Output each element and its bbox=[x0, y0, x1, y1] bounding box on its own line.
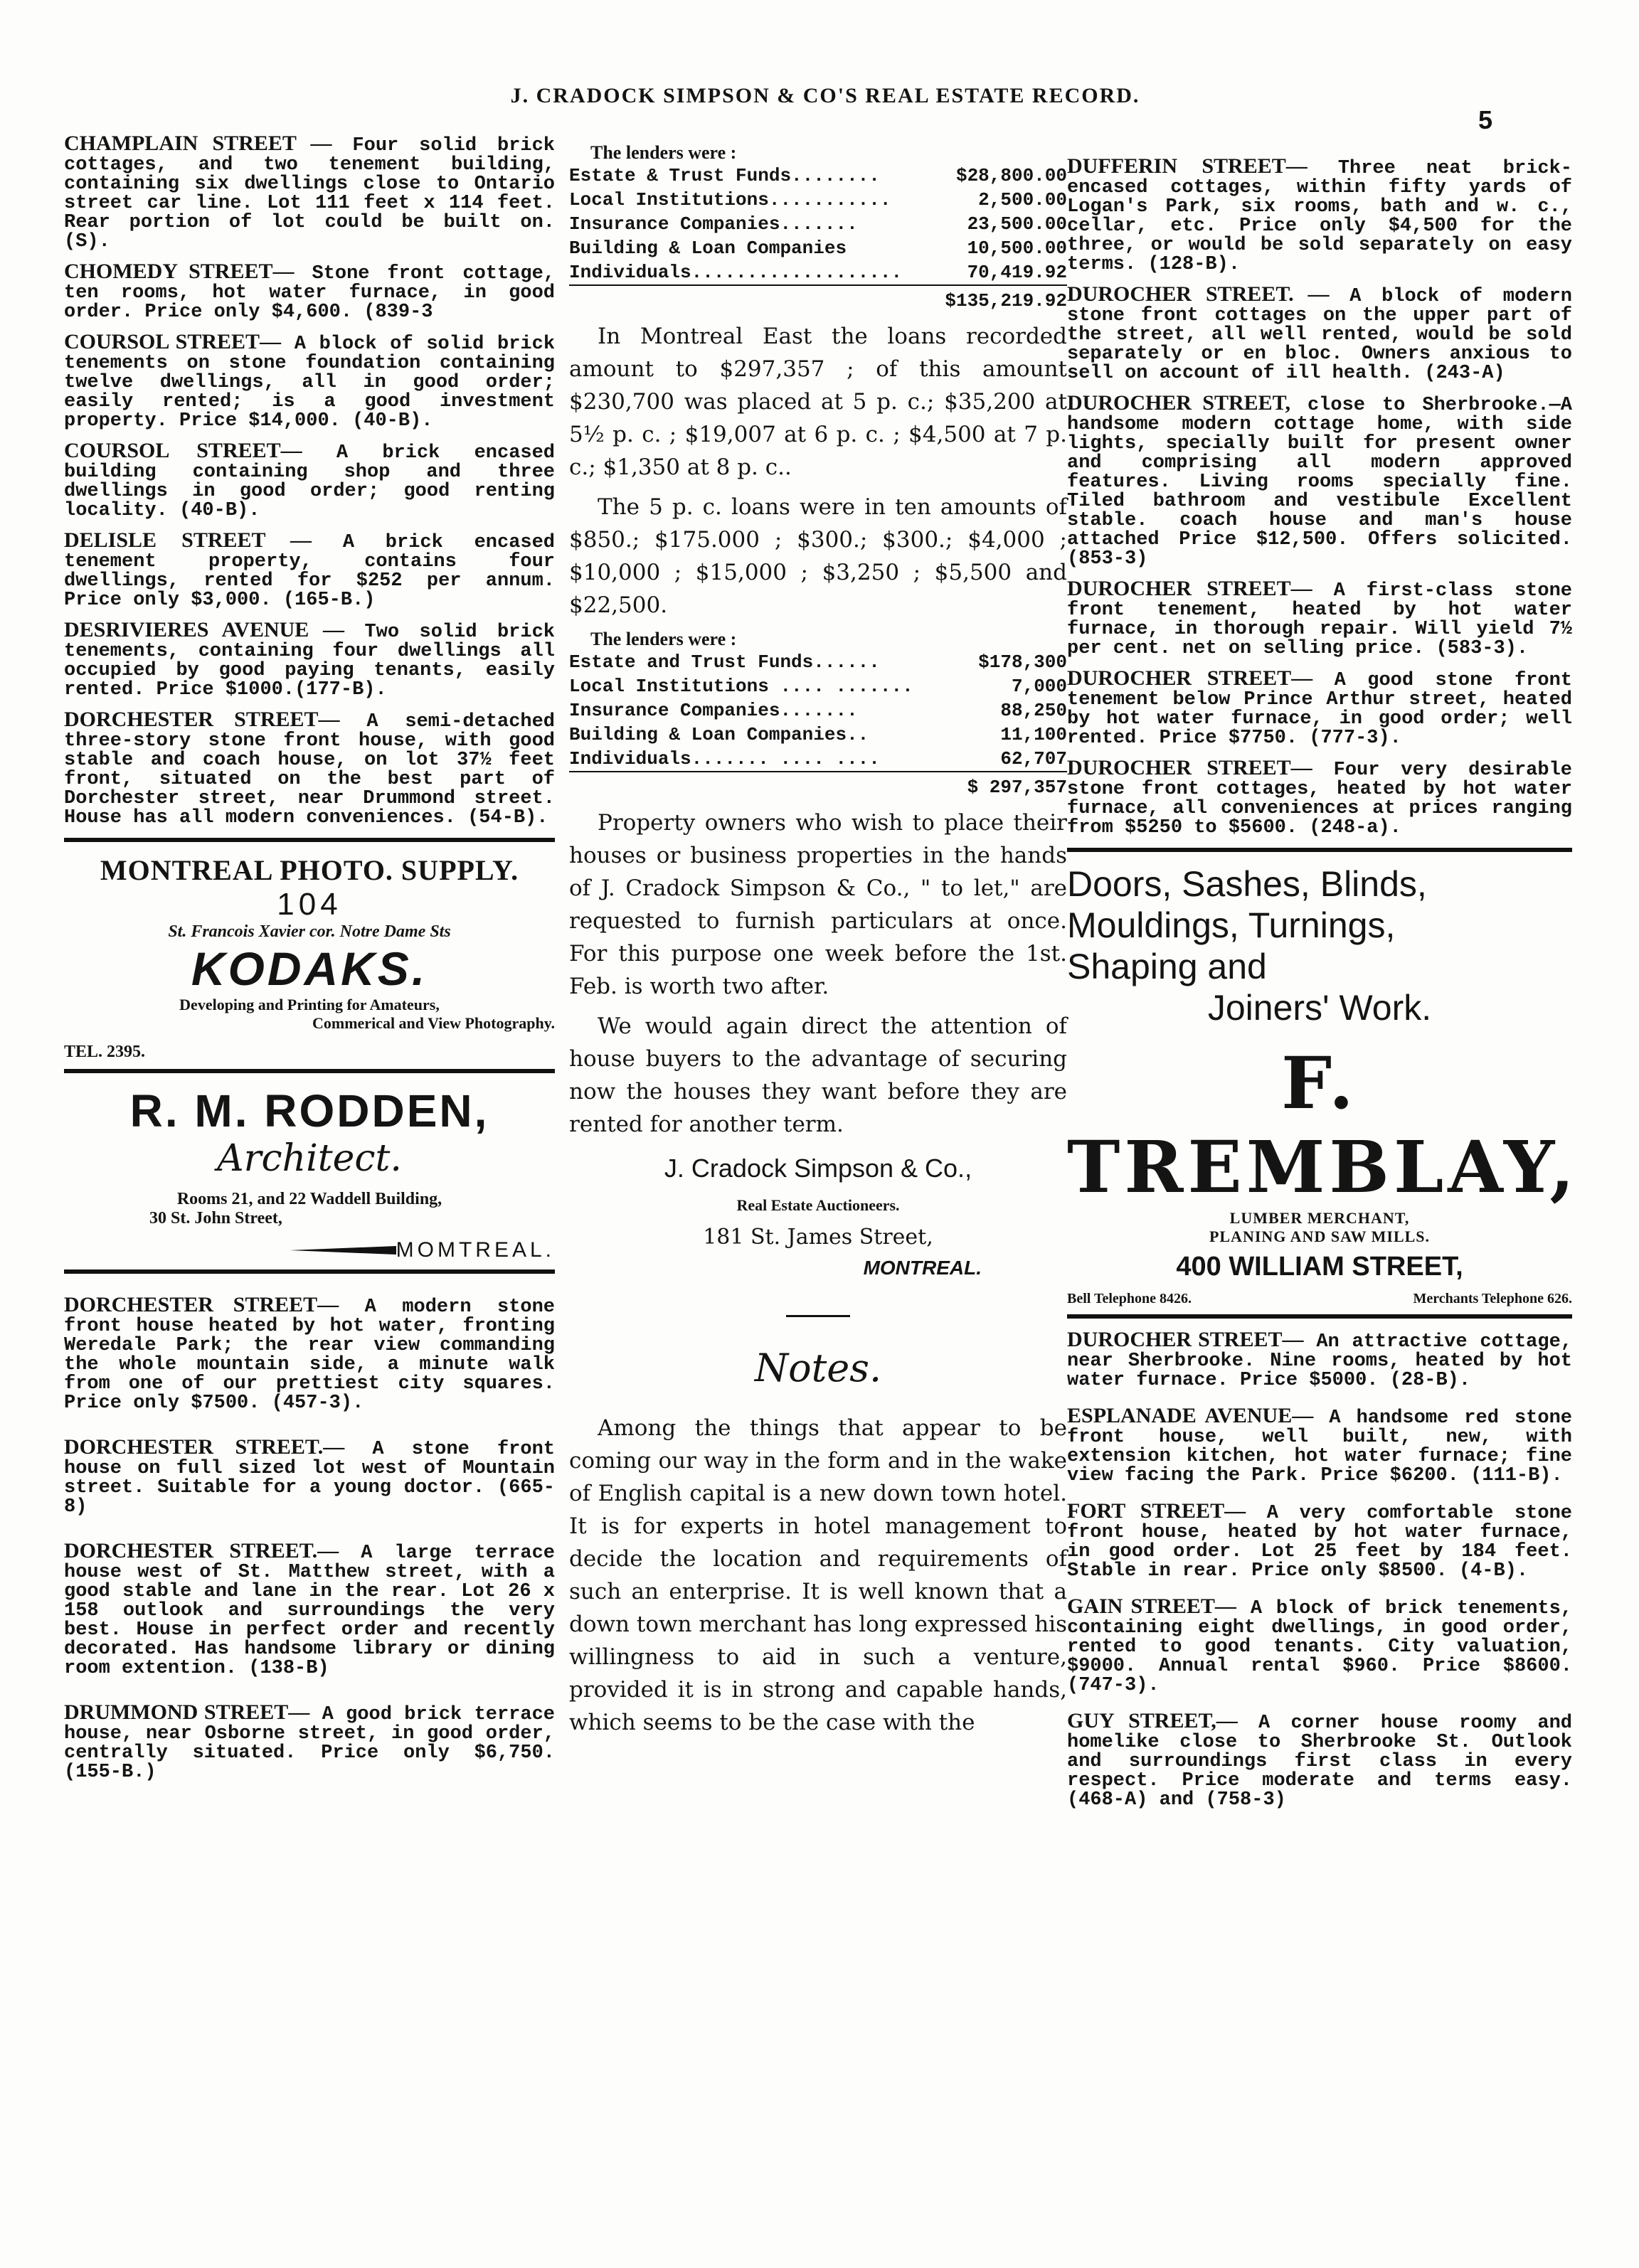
bell-telephone: Bell Telephone 8426. bbox=[1067, 1291, 1192, 1306]
listing-item: DELISLE STREET — A brick encased tenement property, contains four dwellings, rented for $252 per annum. Price only $3,000. (165-B.) bbox=[64, 528, 555, 611]
paragraph: The 5 p. c. loans were in ten amounts of $850.; $175.000 ; $300.; $300.; $4,000 ; $10,000 ; $15,000 ; $3,250 ; $5,500 and $22,500. bbox=[569, 494, 1067, 618]
table-row: Estate & Trust Funds........ $28,800.00 bbox=[569, 165, 1067, 186]
divider-rule bbox=[1067, 1314, 1572, 1319]
ad-line: Commerical and View Photography. bbox=[312, 1014, 555, 1032]
merchant-telephones bbox=[1067, 1291, 1572, 1307]
listing-item: DUROCHER STREET, close to Sherbrooke.—A handsome modern cottage home, with side lights, specially built for present owner and comprising all modern approved features. Living rooms specially fine. Tiled bathroom and vestibule Excellent stable. coach house and man's house attached Price $12,500. Offers solicited. (853-3) bbox=[1067, 391, 1573, 570]
column-right bbox=[1067, 154, 1579, 1820]
ad-line: Joiners' Work. bbox=[1207, 988, 1432, 1028]
listing-item: CHOMEDY STREET— Stone front cottage, ten rooms, hot water furnace, in good order. Price only $4,600. (839-3 bbox=[64, 260, 556, 323]
listing-item: DORCHESTER STREET.— A stone front house on full sized lot west of Mountain street. Suitable for a young doctor. (665-8) bbox=[64, 1435, 555, 1518]
lenders-table-heading: The lenders were : bbox=[590, 629, 737, 649]
divider-rule bbox=[64, 838, 555, 842]
architect-title: Architect. bbox=[217, 1137, 402, 1180]
lenders-table bbox=[569, 164, 1067, 313]
paragraph: Property owners who wish to place their houses or business properties in the hands of J. Cradock Simpson & Co., " to let," are requested to furnish particulars at once. For this purpose one week before the 1st. Feb. is worth two after. bbox=[569, 810, 1067, 999]
listings-group bbox=[1067, 156, 1572, 838]
listings-group bbox=[64, 134, 555, 828]
listing-item: ESPLANADE AVENUE— A handsome red stone front house, well built, new, with extension kitchen, hot water furnace; fine view facing the Park. Price $6200. (111-B). bbox=[1067, 1404, 1572, 1486]
table-row: Building & Loan Companies.. 11,100 bbox=[569, 724, 1067, 745]
signature-role: Real Estate Auctioneers. bbox=[736, 1196, 900, 1214]
column-middle bbox=[569, 142, 1067, 1746]
architect-name: R. M. RODDEN, bbox=[129, 1085, 489, 1136]
page-number: 5 bbox=[1478, 105, 1493, 134]
paragraph: We would again direct the attention of house buyers to the advantage of securing now the houses they want before they are rented for another term. bbox=[569, 1013, 1067, 1137]
listing-item: DUROCHER STREET— A first-class stone front tenement, heated by hot water furnace, in thorough repair. Will yield 7½ per cent. net on selling price. (583-3). bbox=[1067, 577, 1572, 659]
merchant-name: F. TREMBLAY, bbox=[1067, 1041, 1579, 1209]
table-row: Local Institutions........... 2,500.00 bbox=[569, 189, 1067, 211]
paragraph: In Montreal East the loans recorded amount to $297,357 ; of this amount $230,700 was placed at 5 p. c.; $35,200 at 5½ p. c. ; $19,007 at 6 p. c. ; $4,500 at 7 p. c.; $1,350 at 8 p. c.. bbox=[569, 324, 1067, 480]
table-row: Insurance Companies....... 88,250 bbox=[569, 700, 1067, 721]
notes-heading: Notes. bbox=[754, 1346, 882, 1390]
table-row: Estate and Trust Funds...... $178,300 bbox=[569, 651, 1067, 673]
tremblay-ad bbox=[1067, 863, 1579, 1307]
listing-item: DRUMMOND STREET— A good brick terrace house, near Osborne street, in good order, centrally situated. Price only $6,750. (155-B.) bbox=[64, 1700, 555, 1783]
signature-name: J. Cradock Simpson & Co., bbox=[664, 1154, 972, 1183]
table-row: Individuals....... .... .... 62,707 bbox=[569, 748, 1067, 770]
listing-item: COURSOL STREET— A brick encased building containing shop and three dwellings in good order; good renting locality. (40-B). bbox=[64, 439, 556, 521]
column-left bbox=[64, 134, 555, 1792]
merchant-street: 400 WILLIAM STREET, bbox=[1176, 1252, 1463, 1282]
ad-line: Developing and Printing for Amateurs, bbox=[179, 996, 440, 1013]
rodden-ad bbox=[64, 1085, 555, 1262]
ad-telephone: TEL. 2395. bbox=[64, 1043, 146, 1061]
divider-rule bbox=[64, 1269, 555, 1274]
listing-item: DUROCHER STREET— A good stone front tenement below Prince Arthur street, heated by hot water furnace, in good order; well rented. Price $7750. (777-3). bbox=[1067, 666, 1572, 749]
table-row: Insurance Companies....... 23,500.00 bbox=[569, 213, 1067, 235]
architect-city-line bbox=[64, 1238, 555, 1262]
listing-item: COURSOL STREET— A block of solid brick tenements on stone foundation containing twelve dwellings, all in good order; easily rented; is a good investment property. Price $14,000. (40-B). bbox=[64, 330, 556, 432]
signature-address: 181 St. James Street, bbox=[703, 1225, 933, 1250]
ad-street-number: 104 bbox=[277, 887, 342, 922]
photo-supply-ad bbox=[64, 853, 555, 1033]
ad-brand: KODAKS. bbox=[191, 942, 428, 995]
table-row: Building & Loan Companies 10,500.00 bbox=[569, 238, 1067, 259]
listing-item: GUY STREET,— A corner house roomy and homelike close to Sherbrooke St. Outlook and surroundings first class in every respect. Price moderate and terms easy. (468-A) and (758-3) bbox=[1067, 1709, 1572, 1811]
listing-item: DUROCHER STREET— An attractive cottage, near Sherbrooke. Nine rooms, heated by hot water furnace. Price $5000. (28-B). bbox=[1067, 1328, 1572, 1391]
divider-rule bbox=[1067, 848, 1572, 852]
listing-item: DORCHESTER STREET.— A large terrace house west of St. Matthew street, with a good stable and lane in the rear. Lot 26 x 158 outlook and surroundings the very best. House in perfect order and recently decorated. Has handsome library or dining room extention. (138-B) bbox=[64, 1539, 555, 1679]
table-row: Local Institutions .... ....... 7,000 bbox=[569, 676, 1067, 697]
listing-item: FORT STREET— A very comfortable stone front house, heated by hot water furnace, in good order. Lot 25 feet by 184 feet. Stable in rear. Price only $8500. (4-B). bbox=[1067, 1499, 1572, 1582]
table-total-row: $ 297,357 bbox=[569, 772, 1067, 799]
page-header: J. CRADOCK SIMPSON & CO'S REAL ESTATE RECORD. bbox=[510, 84, 1140, 107]
listing-item: DESRIVIERES AVENUE — Two solid brick tenements, containing four dwellings all occupied by good paying tenants, easily rented. Price $1000.(177-B). bbox=[64, 618, 555, 701]
paragraph: Among the things that appear to be coming our way in the form and in the wake of English capital is a new down town hotel. It is for experts in hotel management to decide the location and requirements of such an enterprise. It is well known that a down town merchant has long expressed his willingness to aid in such a venture, provided it is in strong and capable hands, which seems to be the case with the bbox=[569, 1415, 1067, 1735]
ad-title: MONTREAL PHOTO. SUPPLY. bbox=[100, 854, 519, 886]
ad-line: Mouldings, Turnings, bbox=[1067, 905, 1396, 945]
ad-line: Doors, Sashes, Blinds, bbox=[1067, 864, 1427, 904]
listings-group bbox=[1067, 1330, 1572, 1810]
table-row: Individuals................... 70,419.92 bbox=[569, 262, 1067, 283]
lenders-table-heading: The lenders were : bbox=[590, 142, 737, 163]
listings-group bbox=[64, 1295, 555, 1782]
divider-rule bbox=[64, 1069, 555, 1073]
table-total-row: $135,219.92 bbox=[569, 285, 1067, 313]
architect-address: Rooms 21, and 22 Waddell Building, bbox=[176, 1190, 442, 1208]
listing-item: DORCHESTER STREET— A modern stone front house heated by hot water, fronting Weredale Park; the rear view commanding the whole mountain side, a minute walk from one of our prettiest city squares. Price only $7500. (457-3). bbox=[64, 1293, 556, 1414]
architect-city: MOMTREAL. bbox=[396, 1238, 555, 1262]
merchant-subtitle: LUMBER MERCHANT, bbox=[1229, 1209, 1410, 1227]
lenders-table bbox=[569, 650, 1067, 799]
signature-city: MONTREAL. bbox=[863, 1257, 982, 1279]
listing-item: GAIN STREET— A block of brick tenements, containing eight dwellings, in good order, rented to good tenants. City valuation, $9000. Annual rental $960. Price $8600. (747-3). bbox=[1067, 1594, 1573, 1696]
ad-line: Shaping and bbox=[1067, 947, 1267, 986]
architect-address: 30 St. John Street, bbox=[149, 1209, 282, 1228]
listing-item: CHAMPLAIN STREET — Four solid brick cottages, and two tenement building, containing six dwellings close to Ontario street car line. Lot 111 feet x 114 feet. Rear portion of lot could be built on. (S). bbox=[64, 132, 556, 252]
listing-item: DUFFERIN STREET— Three neat brick-encased cottages, within fifty yards of Logan's Park, six rooms, bath and w. c., cellar, etc. Price only $4,500 for the three, or would be sold separately on easy terms. (128-B). bbox=[1067, 154, 1572, 275]
ad-address: St. Francois Xavier cor. Notre Dame Sts bbox=[168, 922, 451, 941]
short-divider bbox=[786, 1315, 850, 1317]
arrow-flourish-icon bbox=[290, 1243, 396, 1257]
listing-item: DUROCHER STREET— Four very desirable stone front cottages, heated by hot water furnace, all conveniences at prices ranging from $5250 to $5600. (248-a). bbox=[1067, 756, 1572, 838]
listing-item: DORCHESTER STREET— A semi-detached three-story stone front house, with good stable and coach house, on lot 37½ feet front, situated on the best part of Dorchester street, near Drummond street. House has all modern conveniences. (54-B). bbox=[64, 708, 556, 829]
merchants-telephone: Merchants Telephone 626. bbox=[1413, 1291, 1572, 1306]
merchant-subtitle: PLANING AND SAW MILLS. bbox=[1209, 1228, 1431, 1245]
listing-item: DUROCHER STREET. — A block of modern stone front cottages on the upper part of the street, all well rented, would be sold separately or en bloc. Owners anxious to sell on account of ill health. (243-A) bbox=[1067, 282, 1572, 384]
